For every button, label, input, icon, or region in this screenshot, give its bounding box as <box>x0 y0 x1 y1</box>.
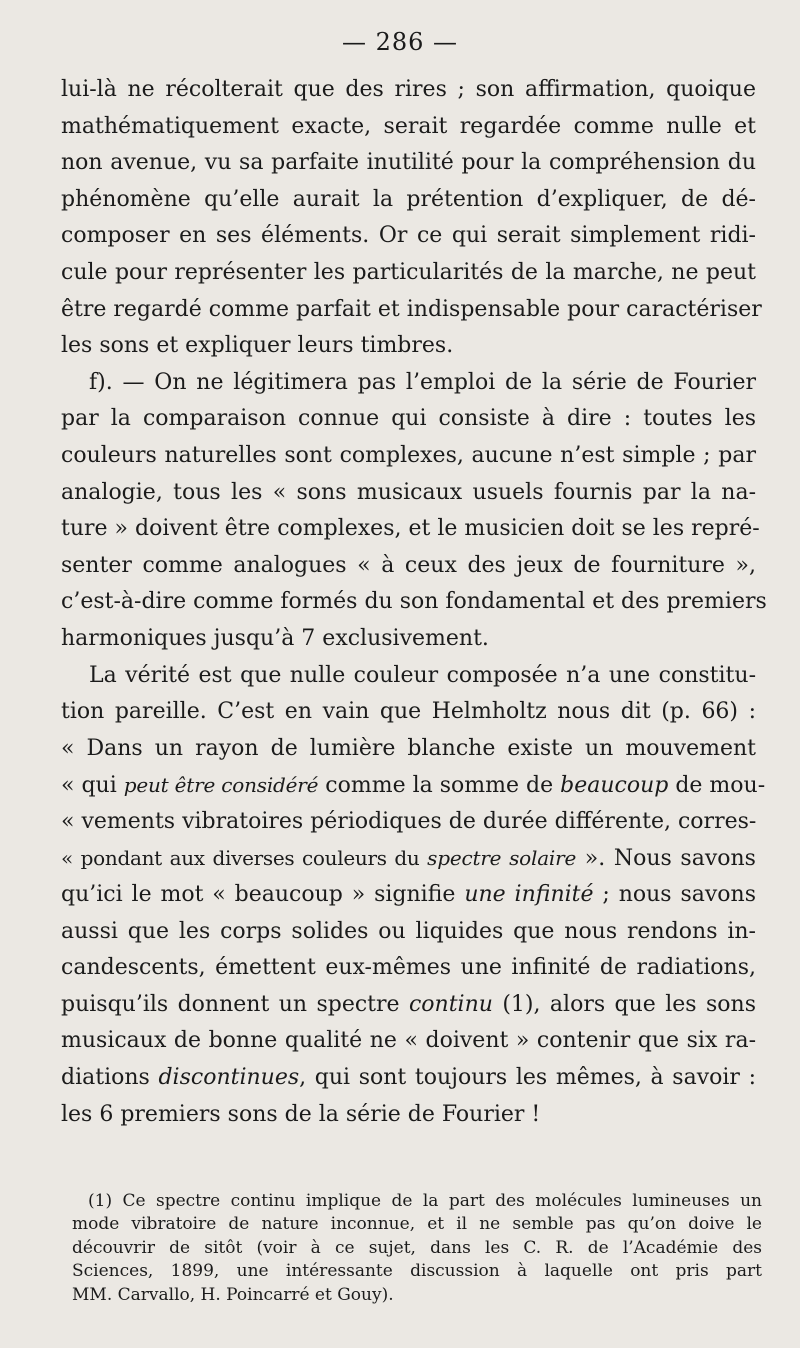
italic-run: une infinité <box>464 882 594 908</box>
text-line: lui-là ne récolterait que des rires ; son affirmation, quoique <box>61 77 756 102</box>
text-line: harmoniques jusqu’à 7 exclusivement. <box>61 625 489 651</box>
text-line: les sons et expliquer leurs timbres. <box>61 333 454 359</box>
text-run: qu’ici le mot « beaucoup » signifie <box>61 882 465 908</box>
text-run: comme la somme de <box>318 773 561 799</box>
footnote-line: Sciences, 1899, une intéressante discussion à laquelle ont pris part <box>72 1261 762 1282</box>
italic-run: peut être considéré <box>123 773 319 798</box>
text-run: , qui sont toujours les mêmes, à savoir : <box>299 1065 756 1091</box>
page-number: — 286 — <box>341 28 459 56</box>
italic-run: beaucoup <box>560 773 669 799</box>
footnote-line: découvrir de sitôt (voir à ce sujet, dans les C. R. de l’Académie des <box>72 1237 762 1258</box>
text-line: non avenue, vu sa parfaite inutilité pour la compréhension du <box>61 150 756 176</box>
text-line <box>61 767 766 804</box>
text-run: puisqu’ils donnent un spectre <box>61 991 409 1017</box>
body-text <box>61 72 767 1133</box>
text-line <box>61 877 756 914</box>
text-run: « pondant aux diverses couleurs du <box>61 846 428 871</box>
text-line: phénomène qu’elle aurait la prétention d’expliquer, de dé- <box>61 186 756 212</box>
text-line: par la comparaison connue qui consiste à dire : toutes les <box>61 406 756 432</box>
text-line: « Dans un rayon de lumière blanche existe un mouvement <box>61 735 756 761</box>
text-line: cule pour représenter les particularités de la marche, ne peut <box>61 259 756 285</box>
text-line: f). — On ne légitimera pas l’emploi de la série de Fourier <box>89 369 756 395</box>
text-run: « qui <box>61 773 124 799</box>
text-run: ; nous savons <box>593 882 757 908</box>
text-line: mathématiquement exacte, serait regardée comme nulle et <box>61 113 756 139</box>
text-line: senter comme analogues « à ceux des jeux de fourniture », <box>61 552 756 578</box>
footnote <box>72 1190 762 1307</box>
text-line: analogie, tous les « sons musicaux usuels fournis par la na- <box>61 479 756 505</box>
text-run: de mou- <box>668 773 766 799</box>
footnote-line: MM. Carvallo, H. Poincarré et Gouy). <box>72 1284 394 1305</box>
text-run: (1), alors que les sons <box>492 991 756 1017</box>
text-line: couleurs naturelles sont complexes, aucune n’est simple ; par <box>61 442 756 468</box>
text-line: La vérité est que nulle couleur composée n’a une constitu- <box>89 662 756 688</box>
footnote-line: mode vibratoire de nature inconnue, et il ne semble pas qu’on doive le <box>72 1214 762 1235</box>
italic-run: spectre solaire <box>427 846 577 871</box>
text-line <box>61 840 756 877</box>
italic-run: discontinues <box>158 1065 300 1091</box>
text-run: ». Nous savons <box>576 846 756 872</box>
text-line: musicaux de bonne qualité ne « doivent » contenir que six ra- <box>61 1028 756 1054</box>
text-line <box>61 1060 756 1097</box>
italic-run: continu <box>408 991 493 1017</box>
text-line: aussi que les corps solides ou liquides que nous rendons in- <box>61 918 756 944</box>
text-line: c’est-à-dire comme formés du son fondamental et des premiers <box>61 589 767 615</box>
text-line: composer en ses éléments. Or ce qui serait simplement ridi- <box>61 223 756 249</box>
text-line: « vements vibratoires périodiques de durée différente, corres- <box>61 808 757 834</box>
text-line: les 6 premiers sons de la série de Fourier ! <box>61 1101 541 1127</box>
text-line: être regardé comme parfait et indispensable pour caractériser <box>61 296 762 322</box>
footnote-line: (1) Ce spectre continu implique de la part des molécules lumineuses un <box>88 1191 762 1211</box>
text-line: candescents, émettent eux-mêmes une infinité de radiations, <box>61 955 756 981</box>
text-run: diations <box>61 1065 159 1091</box>
text-line: ture » doivent être complexes, et le musicien doit se les repré- <box>61 516 760 542</box>
text-line <box>61 987 756 1024</box>
text-line: tion pareille. C’est en vain que Helmholtz nous dit (p. 66) : <box>61 699 756 725</box>
